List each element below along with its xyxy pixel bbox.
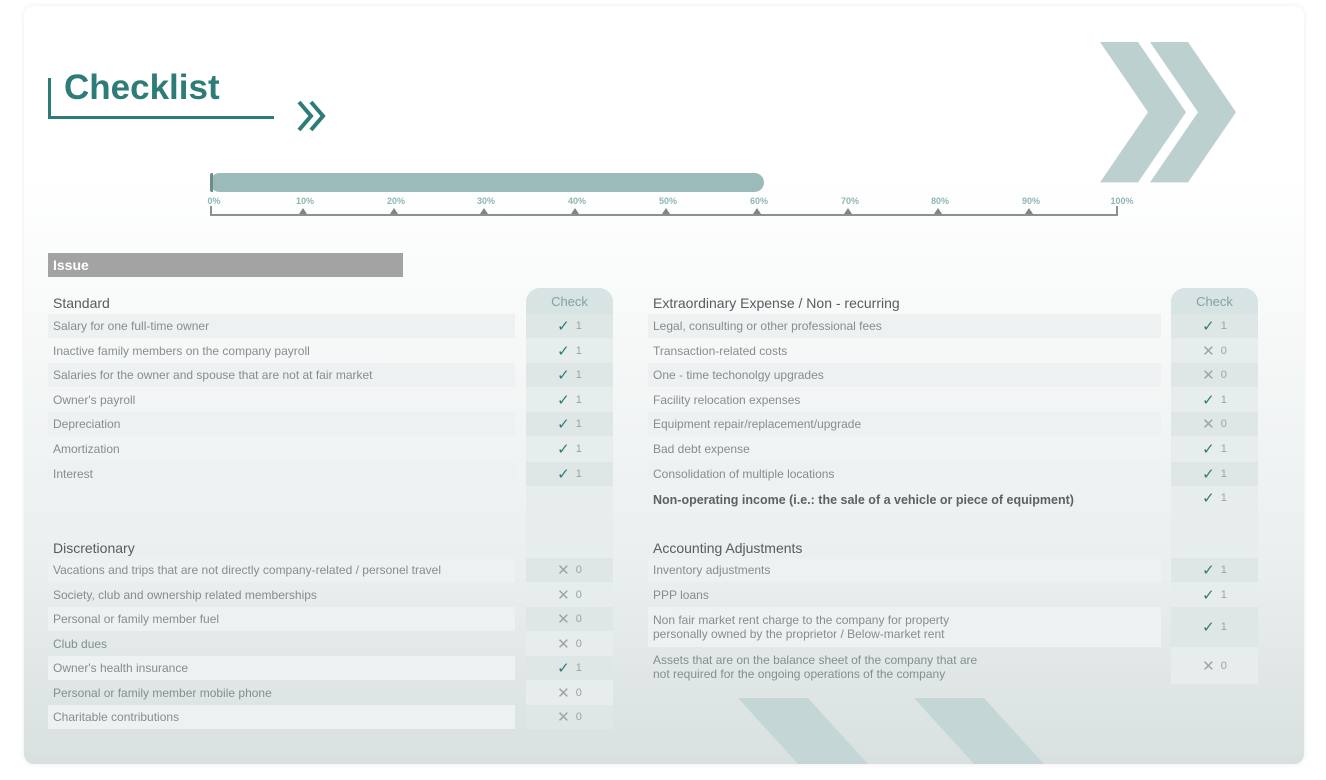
list-item: Amortization [53,442,120,456]
list-item [648,648,1161,688]
check-cell [1171,339,1258,363]
cross-icon: ✕ [557,561,570,579]
check-cell [526,681,613,705]
check-value: 0 [575,638,582,650]
list-item: Bad debt expense [653,442,750,456]
tick-mark [390,208,398,214]
check-value: 1 [575,468,582,480]
check-cell [526,314,613,338]
check-value: 1 [1220,492,1227,504]
check-cell [526,607,613,631]
check-icon: ✓ [1202,561,1215,579]
check-icon: ✓ [1202,391,1215,409]
check-header: Check [1171,288,1258,315]
check-value: 0 [1220,418,1227,430]
tick-label: 70% [840,196,860,206]
check-cell [526,462,613,486]
check-cell [1171,388,1258,412]
check-icon: ✓ [557,317,570,335]
check-cell [526,339,613,363]
check-value: 1 [1220,443,1227,455]
section-title-discretionary: Discretionary [53,540,135,556]
check-cell [1171,607,1258,647]
check-value: 0 [1220,660,1227,672]
check-value: 0 [1220,369,1227,381]
check-value: 1 [575,662,582,674]
scale-start [210,206,212,216]
tick-label: 20% [386,196,406,206]
tick-mark [299,208,307,214]
tick-label: 90% [1021,196,1041,206]
cross-icon: ✕ [1202,342,1215,360]
tick-mark [1025,208,1033,214]
check-value: 0 [575,687,582,699]
list-item-line: Non fair market rent charge to the company for property [653,613,950,627]
check-cell [1171,648,1258,684]
page-title: Checklist [64,68,220,107]
check-icon: ✓ [1202,465,1215,483]
list-item: Vacations and trips that are not directly company-related / personel travel [48,558,515,582]
check-value: 1 [575,320,582,332]
check-value: 0 [575,613,582,625]
tick-mark [844,208,852,214]
check-value: 0 [575,564,582,576]
check-icon: ✓ [1202,618,1215,636]
issue-header: Issue [48,253,403,277]
check-cell [526,558,613,582]
cross-icon: ✕ [557,708,570,726]
check-value: 1 [575,369,582,381]
list-item: Equipment repair/replacement/upgrade [648,412,1161,436]
list-item: One - time techonolgy upgrades [648,363,1161,387]
tick-mark [662,208,670,214]
check-cell [526,705,613,729]
check-value: 1 [1220,320,1227,332]
check-cell [526,632,613,656]
tick-label: 100% [1110,196,1134,206]
check-cell [1171,462,1258,486]
check-cell [526,388,613,412]
check-icon: ✓ [1202,440,1215,458]
progress-bar [210,173,764,192]
tick-label: 0% [207,196,221,206]
list-item: Society, club and ownership related memberships [53,588,317,602]
list-item: Depreciation [48,412,515,436]
check-cell [1171,412,1258,436]
check-value: 0 [1220,345,1227,357]
cross-icon: ✕ [557,635,570,653]
section-title-standard: Standard [53,295,110,311]
check-icon: ✓ [557,465,570,483]
tick-mark [753,208,761,214]
scale-axis [210,214,1118,216]
title-accent-underline [48,116,274,119]
check-icon: ✓ [1202,317,1215,335]
list-item: Interest [48,462,515,486]
check-value: 0 [575,711,582,723]
list-item: Personal or family member mobile phone [53,686,272,700]
list-item: Personal or family member fuel [48,607,515,631]
tick-mark [571,208,579,214]
scale-end [1116,206,1118,216]
check-icon: ✓ [557,415,570,433]
tick-label: 30% [476,196,496,206]
check-value: 1 [1220,621,1227,633]
list-item: Facility relocation expenses [653,393,801,407]
tick-label: 40% [567,196,587,206]
check-cell [1171,583,1258,607]
list-item: Salary for one full-time owner [48,314,515,338]
check-value: 1 [575,418,582,430]
check-value: 1 [1220,468,1227,480]
check-icon: ✓ [557,391,570,409]
check-value: 0 [575,589,582,601]
check-cell [1171,558,1258,582]
list-item: Transaction-related costs [653,344,788,358]
check-icon: ✓ [1202,586,1215,604]
list-item [648,607,1161,647]
tick-label: 60% [749,196,769,206]
list-item: Inactive family members on the company payroll [53,344,310,358]
check-cell [526,412,613,436]
check-cell [1171,363,1258,387]
tick-mark [480,208,488,214]
section-title-extraordinary: Extraordinary Expense / Non - recurring [653,295,900,311]
cross-icon: ✕ [557,586,570,604]
check-cell [1171,437,1258,461]
decorative-chevrons-icon [1094,42,1274,184]
check-cell [526,363,613,387]
check-icon: ✓ [557,366,570,384]
check-value: 1 [1220,564,1227,576]
list-item: Consolidation of multiple locations [648,462,1161,486]
list-item-line: personally owned by the proprietor / Below-market rent [653,627,945,641]
cross-icon: ✕ [1202,366,1215,384]
list-item-line: Assets that are on the balance sheet of the company that are [653,653,978,667]
check-value: 1 [575,394,582,406]
check-icon: ✓ [557,342,570,360]
list-item: Owner's health insurance [48,656,515,680]
title-accent-vertical [48,78,51,119]
list-item: PPP loans [653,588,709,602]
tick-label: 50% [658,196,678,206]
cross-icon: ✕ [1202,657,1215,675]
check-value: 1 [1220,394,1227,406]
check-header: Check [526,288,613,315]
check-icon: ✓ [557,659,570,677]
check-icon: ✓ [557,440,570,458]
progress-scale [207,194,1134,218]
list-item: Salaries for the owner and spouse that are not at fair market [48,363,515,387]
check-cell [526,656,613,680]
list-item: Inventory adjustments [648,558,1161,582]
cross-icon: ✕ [557,610,570,628]
cross-icon: ✕ [1202,415,1215,433]
list-item: Owner's payroll [53,393,136,407]
check-value: 1 [1220,589,1227,601]
check-cell [526,437,613,461]
check-icon: ✓ [1202,489,1215,507]
list-item: Charitable contributions [48,705,515,729]
tick-label: 80% [930,196,950,206]
list-item: Club dues [53,637,108,651]
tick-mark [934,208,942,214]
check-value: 1 [575,443,582,455]
check-cell [1171,486,1258,510]
section-title-accounting: Accounting Adjustments [653,540,803,556]
check-value: 1 [575,345,582,357]
list-item: Non-operating income (i.e.: the sale of a vehicle or piece of equipment) [653,493,1074,507]
double-chevron-icon [296,98,332,134]
progress-start-marker [210,173,213,192]
check-cell [526,583,613,607]
list-item-line: not required for the ongoing operations of the company [653,667,946,681]
tick-label: 10% [295,196,315,206]
decorative-stripes-icon [738,698,1078,764]
list-item: Legal, consulting or other professional fees [648,314,1161,338]
cross-icon: ✕ [557,684,570,702]
check-cell [1171,314,1258,338]
